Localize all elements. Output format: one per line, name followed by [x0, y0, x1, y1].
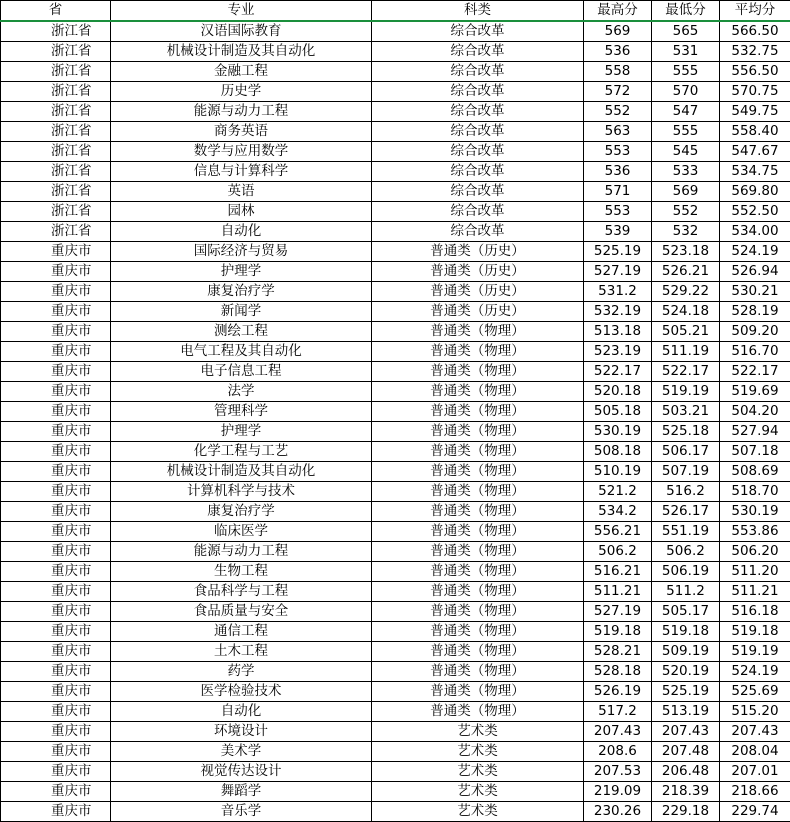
cell-avg-score: 519.18 [720, 622, 790, 642]
cell-avg-score: 509.20 [720, 322, 790, 342]
cell-major: 国际经济与贸易 [111, 242, 372, 262]
cell-category: 艺术类 [372, 782, 584, 802]
cell-category: 普通类（物理） [372, 442, 584, 462]
cell-min-score: 529.22 [652, 282, 720, 302]
cell-min-score: 525.18 [652, 422, 720, 442]
cell-category: 综合改革 [372, 102, 584, 122]
cell-min-score: 511.19 [652, 342, 720, 362]
cell-min-score: 524.18 [652, 302, 720, 322]
cell-avg-score: 506.20 [720, 542, 790, 562]
cell-major: 法学 [111, 382, 372, 402]
header-province: 省 [1, 1, 111, 22]
table-row [1, 422, 790, 442]
cell-avg-score: 527.94 [720, 422, 790, 442]
cell-province: 浙江省 [1, 102, 111, 122]
cell-major: 环境设计 [111, 722, 372, 742]
table-row [1, 342, 790, 362]
cell-major: 金融工程 [111, 62, 372, 82]
cell-category: 综合改革 [372, 162, 584, 182]
table-row [1, 102, 790, 122]
cell-major: 生物工程 [111, 562, 372, 582]
cell-min-score: 547 [652, 102, 720, 122]
cell-max-score: 526.19 [584, 682, 652, 702]
cell-avg-score: 507.18 [720, 442, 790, 462]
cell-max-score: 532.19 [584, 302, 652, 322]
cell-province: 重庆市 [1, 422, 111, 442]
cell-category: 普通类（历史） [372, 262, 584, 282]
cell-max-score: 531.2 [584, 282, 652, 302]
cell-avg-score: 528.19 [720, 302, 790, 322]
cell-max-score: 207.43 [584, 722, 652, 742]
cell-min-score: 513.19 [652, 702, 720, 722]
cell-major: 药学 [111, 662, 372, 682]
table-row [1, 682, 790, 702]
cell-min-score: 570 [652, 82, 720, 102]
cell-max-score: 536 [584, 162, 652, 182]
cell-avg-score: 530.19 [720, 502, 790, 522]
cell-min-score: 516.2 [652, 482, 720, 502]
cell-province: 重庆市 [1, 702, 111, 722]
cell-max-score: 522.17 [584, 362, 652, 382]
cell-major: 视觉传达设计 [111, 762, 372, 782]
table-row [1, 182, 790, 202]
cell-min-score: 507.19 [652, 462, 720, 482]
cell-category: 综合改革 [372, 142, 584, 162]
cell-province: 重庆市 [1, 442, 111, 462]
table-row [1, 742, 790, 762]
cell-avg-score: 218.66 [720, 782, 790, 802]
cell-max-score: 511.21 [584, 582, 652, 602]
cell-major: 能源与动力工程 [111, 102, 372, 122]
cell-min-score: 551.19 [652, 522, 720, 542]
cell-max-score: 525.19 [584, 242, 652, 262]
cell-province: 浙江省 [1, 202, 111, 222]
cell-province: 重庆市 [1, 602, 111, 622]
table-row [1, 42, 790, 62]
cell-min-score: 531 [652, 42, 720, 62]
table-row [1, 262, 790, 282]
cell-major: 医学检验技术 [111, 682, 372, 702]
cell-category: 艺术类 [372, 762, 584, 782]
table-row [1, 302, 790, 322]
cell-max-score: 528.18 [584, 662, 652, 682]
cell-category: 综合改革 [372, 21, 584, 42]
cell-max-score: 505.18 [584, 402, 652, 422]
cell-major: 土木工程 [111, 642, 372, 662]
cell-min-score: 552 [652, 202, 720, 222]
cell-category: 普通类（物理） [372, 542, 584, 562]
cell-major: 食品科学与工程 [111, 582, 372, 602]
cell-province: 浙江省 [1, 182, 111, 202]
cell-avg-score: 208.04 [720, 742, 790, 762]
cell-province: 重庆市 [1, 502, 111, 522]
cell-max-score: 207.53 [584, 762, 652, 782]
cell-province: 重庆市 [1, 622, 111, 642]
cell-category: 综合改革 [372, 82, 584, 102]
cell-province: 浙江省 [1, 42, 111, 62]
cell-min-score: 511.2 [652, 582, 720, 602]
cell-min-score: 218.39 [652, 782, 720, 802]
cell-min-score: 519.18 [652, 622, 720, 642]
cell-avg-score: 519.69 [720, 382, 790, 402]
table-row [1, 562, 790, 582]
cell-min-score: 532 [652, 222, 720, 242]
table-row [1, 782, 790, 802]
cell-category: 普通类（历史） [372, 302, 584, 322]
cell-avg-score: 556.50 [720, 62, 790, 82]
header-min-score: 最低分 [652, 1, 720, 22]
cell-max-score: 553 [584, 202, 652, 222]
cell-category: 普通类（物理） [372, 702, 584, 722]
cell-province: 浙江省 [1, 222, 111, 242]
cell-major: 通信工程 [111, 622, 372, 642]
table-row [1, 622, 790, 642]
table-row [1, 542, 790, 562]
cell-avg-score: 229.74 [720, 802, 790, 822]
cell-category: 综合改革 [372, 202, 584, 222]
cell-major: 管理科学 [111, 402, 372, 422]
table-row [1, 502, 790, 522]
cell-category: 普通类（物理） [372, 642, 584, 662]
table-row [1, 382, 790, 402]
cell-avg-score: 519.19 [720, 642, 790, 662]
cell-max-score: 523.19 [584, 342, 652, 362]
cell-min-score: 523.18 [652, 242, 720, 262]
cell-min-score: 555 [652, 122, 720, 142]
cell-avg-score: 511.21 [720, 582, 790, 602]
table-row [1, 322, 790, 342]
cell-max-score: 572 [584, 82, 652, 102]
table-row [1, 202, 790, 222]
table-row [1, 362, 790, 382]
cell-avg-score: 526.94 [720, 262, 790, 282]
cell-province: 重庆市 [1, 322, 111, 342]
cell-major: 电子信息工程 [111, 362, 372, 382]
cell-category: 普通类（物理） [372, 522, 584, 542]
table-row [1, 402, 790, 422]
cell-avg-score: 504.20 [720, 402, 790, 422]
cell-province: 重庆市 [1, 302, 111, 322]
cell-province: 重庆市 [1, 762, 111, 782]
table-row [1, 762, 790, 782]
table-row [1, 222, 790, 242]
cell-category: 普通类（物理） [372, 502, 584, 522]
cell-province: 重庆市 [1, 482, 111, 502]
cell-province: 重庆市 [1, 382, 111, 402]
table-row [1, 802, 790, 822]
cell-category: 普通类（物理） [372, 422, 584, 442]
cell-province: 浙江省 [1, 21, 111, 42]
cell-major: 自动化 [111, 222, 372, 242]
cell-major: 英语 [111, 182, 372, 202]
cell-major: 护理学 [111, 422, 372, 442]
table-row [1, 282, 790, 302]
cell-avg-score: 549.75 [720, 102, 790, 122]
cell-category: 普通类（历史） [372, 242, 584, 262]
cell-province: 重庆市 [1, 462, 111, 482]
cell-category: 艺术类 [372, 722, 584, 742]
cell-province: 浙江省 [1, 62, 111, 82]
cell-major: 信息与计算科学 [111, 162, 372, 182]
cell-province: 重庆市 [1, 282, 111, 302]
table-row [1, 142, 790, 162]
cell-min-score: 526.17 [652, 502, 720, 522]
cell-category: 综合改革 [372, 122, 584, 142]
cell-province: 重庆市 [1, 582, 111, 602]
cell-max-score: 539 [584, 222, 652, 242]
cell-max-score: 219.09 [584, 782, 652, 802]
table-row [1, 462, 790, 482]
cell-max-score: 563 [584, 122, 652, 142]
table-row [1, 242, 790, 262]
cell-min-score: 569 [652, 182, 720, 202]
cell-province: 重庆市 [1, 262, 111, 282]
header-category: 科类 [372, 1, 584, 22]
cell-avg-score: 524.19 [720, 662, 790, 682]
cell-min-score: 565 [652, 21, 720, 42]
cell-province: 重庆市 [1, 402, 111, 422]
cell-max-score: 552 [584, 102, 652, 122]
table-row [1, 62, 790, 82]
cell-province: 重庆市 [1, 542, 111, 562]
cell-major: 计算机科学与技术 [111, 482, 372, 502]
table-row [1, 482, 790, 502]
cell-avg-score: 530.21 [720, 282, 790, 302]
table-row [1, 702, 790, 722]
cell-avg-score: 570.75 [720, 82, 790, 102]
cell-max-score: 521.2 [584, 482, 652, 502]
cell-avg-score: 569.80 [720, 182, 790, 202]
cell-min-score: 545 [652, 142, 720, 162]
header-avg-score: 平均分 [720, 1, 790, 22]
cell-max-score: 520.18 [584, 382, 652, 402]
cell-province: 重庆市 [1, 742, 111, 762]
cell-category: 普通类（物理） [372, 402, 584, 422]
cell-province: 重庆市 [1, 522, 111, 542]
cell-avg-score: 547.67 [720, 142, 790, 162]
cell-major: 机械设计制造及其自动化 [111, 42, 372, 62]
cell-category: 艺术类 [372, 742, 584, 762]
cell-max-score: 208.6 [584, 742, 652, 762]
cell-category: 普通类（物理） [372, 582, 584, 602]
cell-max-score: 516.21 [584, 562, 652, 582]
cell-category: 普通类（物理） [372, 662, 584, 682]
cell-avg-score: 532.75 [720, 42, 790, 62]
cell-avg-score: 511.20 [720, 562, 790, 582]
cell-major: 园林 [111, 202, 372, 222]
cell-min-score: 505.21 [652, 322, 720, 342]
cell-major: 数学与应用数学 [111, 142, 372, 162]
table-row [1, 522, 790, 542]
cell-max-score: 527.19 [584, 262, 652, 282]
cell-major: 护理学 [111, 262, 372, 282]
cell-province: 重庆市 [1, 642, 111, 662]
cell-province: 重庆市 [1, 722, 111, 742]
cell-major: 新闻学 [111, 302, 372, 322]
cell-category: 普通类（物理） [372, 362, 584, 382]
cell-category: 普通类（物理） [372, 462, 584, 482]
cell-category: 普通类（物理） [372, 562, 584, 582]
cell-major: 化学工程与工艺 [111, 442, 372, 462]
cell-category: 普通类（物理） [372, 682, 584, 702]
cell-province: 重庆市 [1, 362, 111, 382]
cell-max-score: 571 [584, 182, 652, 202]
cell-max-score: 513.18 [584, 322, 652, 342]
cell-min-score: 207.43 [652, 722, 720, 742]
table-body [1, 21, 790, 822]
cell-min-score: 509.19 [652, 642, 720, 662]
cell-avg-score: 525.69 [720, 682, 790, 702]
cell-avg-score: 516.70 [720, 342, 790, 362]
header-major: 专业 [111, 1, 372, 22]
cell-max-score: 506.2 [584, 542, 652, 562]
cell-min-score: 526.21 [652, 262, 720, 282]
cell-major: 舞蹈学 [111, 782, 372, 802]
cell-province: 浙江省 [1, 122, 111, 142]
cell-min-score: 229.18 [652, 802, 720, 822]
cell-province: 重庆市 [1, 242, 111, 262]
table-row [1, 82, 790, 102]
cell-max-score: 534.2 [584, 502, 652, 522]
cell-min-score: 505.17 [652, 602, 720, 622]
cell-avg-score: 207.01 [720, 762, 790, 782]
cell-major: 临床医学 [111, 522, 372, 542]
cell-category: 普通类（物理） [372, 482, 584, 502]
table-row [1, 162, 790, 182]
cell-avg-score: 553.86 [720, 522, 790, 542]
cell-avg-score: 524.19 [720, 242, 790, 262]
table-row [1, 21, 790, 42]
header-max-score: 最高分 [584, 1, 652, 22]
cell-major: 食品质量与安全 [111, 602, 372, 622]
table-row [1, 722, 790, 742]
cell-max-score: 230.26 [584, 802, 652, 822]
cell-max-score: 528.21 [584, 642, 652, 662]
cell-avg-score: 566.50 [720, 21, 790, 42]
cell-category: 普通类（物理） [372, 622, 584, 642]
cell-category: 普通类（物理） [372, 342, 584, 362]
cell-major: 美术学 [111, 742, 372, 762]
cell-min-score: 533 [652, 162, 720, 182]
cell-category: 普通类（物理） [372, 322, 584, 342]
table-row [1, 642, 790, 662]
cell-major: 机械设计制造及其自动化 [111, 462, 372, 482]
cell-min-score: 555 [652, 62, 720, 82]
cell-avg-score: 522.17 [720, 362, 790, 382]
table-row [1, 662, 790, 682]
cell-avg-score: 516.18 [720, 602, 790, 622]
cell-major: 康复治疗学 [111, 282, 372, 302]
cell-min-score: 520.19 [652, 662, 720, 682]
cell-major: 历史学 [111, 82, 372, 102]
cell-max-score: 510.19 [584, 462, 652, 482]
cell-max-score: 558 [584, 62, 652, 82]
cell-min-score: 519.19 [652, 382, 720, 402]
table-row [1, 582, 790, 602]
cell-category: 普通类（物理） [372, 602, 584, 622]
cell-max-score: 536 [584, 42, 652, 62]
cell-major: 商务英语 [111, 122, 372, 142]
cell-min-score: 506.2 [652, 542, 720, 562]
cell-min-score: 206.48 [652, 762, 720, 782]
cell-max-score: 556.21 [584, 522, 652, 542]
cell-province: 浙江省 [1, 162, 111, 182]
cell-category: 普通类（历史） [372, 282, 584, 302]
cell-category: 综合改革 [372, 62, 584, 82]
cell-major: 能源与动力工程 [111, 542, 372, 562]
cell-avg-score: 534.75 [720, 162, 790, 182]
cell-province: 重庆市 [1, 782, 111, 802]
table-row [1, 122, 790, 142]
cell-avg-score: 552.50 [720, 202, 790, 222]
header-row [1, 1, 790, 22]
table-row [1, 602, 790, 622]
cell-avg-score: 508.69 [720, 462, 790, 482]
cell-major: 音乐学 [111, 802, 372, 822]
cell-min-score: 525.19 [652, 682, 720, 702]
cell-avg-score: 518.70 [720, 482, 790, 502]
cell-province: 重庆市 [1, 562, 111, 582]
cell-province: 重庆市 [1, 802, 111, 822]
cell-max-score: 519.18 [584, 622, 652, 642]
cell-min-score: 506.17 [652, 442, 720, 462]
cell-avg-score: 207.43 [720, 722, 790, 742]
cell-province: 重庆市 [1, 662, 111, 682]
cell-category: 普通类（物理） [372, 382, 584, 402]
cell-major: 汉语国际教育 [111, 21, 372, 42]
cell-max-score: 527.19 [584, 602, 652, 622]
cell-category: 综合改革 [372, 182, 584, 202]
cell-min-score: 503.21 [652, 402, 720, 422]
cell-avg-score: 534.00 [720, 222, 790, 242]
cell-avg-score: 515.20 [720, 702, 790, 722]
cell-province: 重庆市 [1, 682, 111, 702]
cell-max-score: 517.2 [584, 702, 652, 722]
cell-max-score: 553 [584, 142, 652, 162]
cell-major: 康复治疗学 [111, 502, 372, 522]
cell-province: 浙江省 [1, 142, 111, 162]
cell-province: 重庆市 [1, 342, 111, 362]
cell-category: 艺术类 [372, 802, 584, 822]
cell-min-score: 506.19 [652, 562, 720, 582]
cell-min-score: 522.17 [652, 362, 720, 382]
cell-category: 综合改革 [372, 42, 584, 62]
cell-avg-score: 558.40 [720, 122, 790, 142]
table-row [1, 442, 790, 462]
cell-max-score: 569 [584, 21, 652, 42]
cell-min-score: 207.48 [652, 742, 720, 762]
cell-major: 测绘工程 [111, 322, 372, 342]
cell-major: 自动化 [111, 702, 372, 722]
cell-max-score: 530.19 [584, 422, 652, 442]
cell-province: 浙江省 [1, 82, 111, 102]
cell-category: 综合改革 [372, 222, 584, 242]
cell-major: 电气工程及其自动化 [111, 342, 372, 362]
cell-max-score: 508.18 [584, 442, 652, 462]
